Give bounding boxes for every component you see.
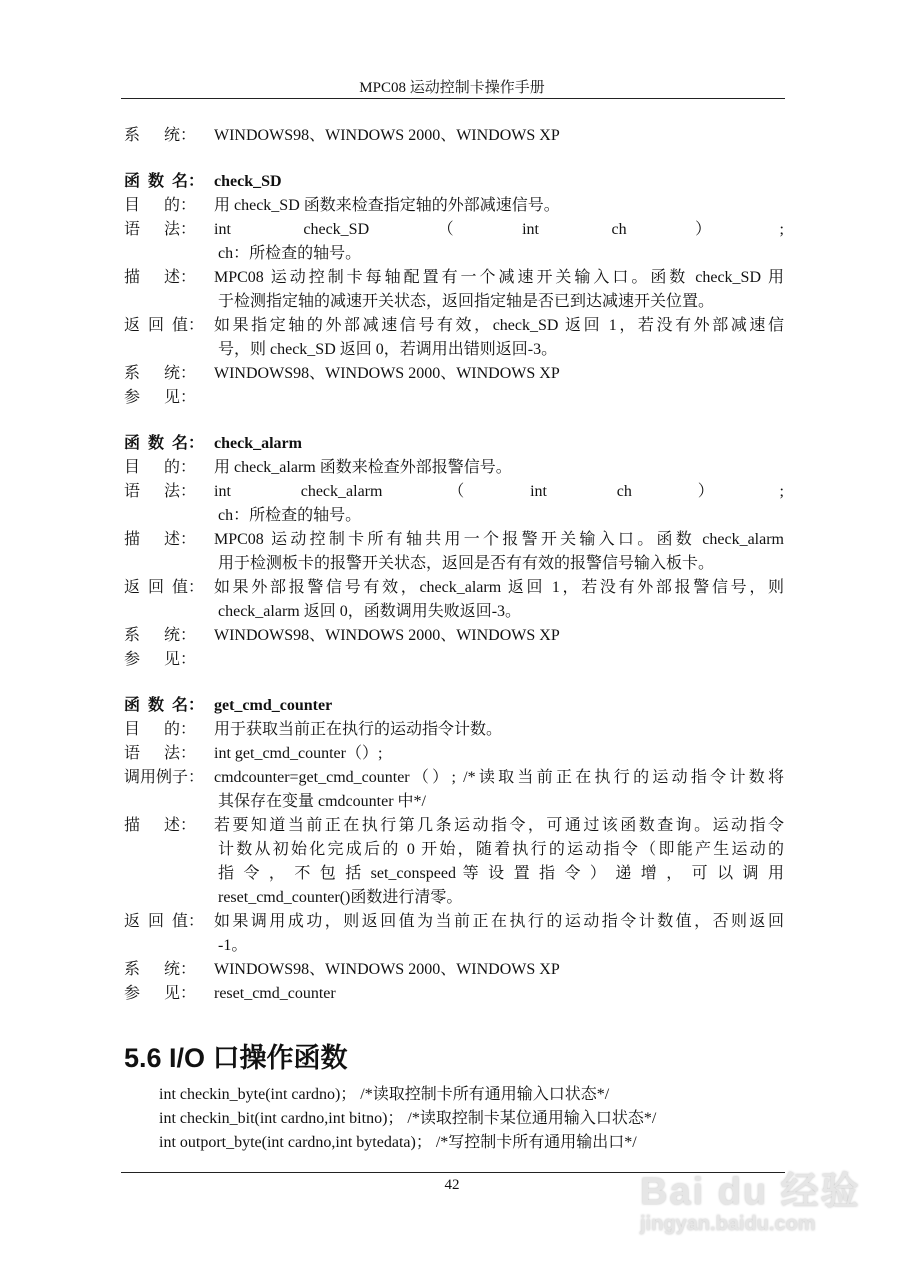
field-value [214, 958, 784, 982]
field-label: 函 数 名： [124, 173, 205, 190]
field-label: 系 统： [124, 127, 197, 144]
field-label: 目 的： [124, 721, 197, 738]
field-label: 返 回 值： [124, 317, 205, 334]
field-value [214, 314, 784, 362]
text-line: ch：所检查的轴号。 [218, 507, 362, 524]
field-value [214, 528, 784, 576]
text-line: check_SD [214, 173, 282, 190]
text-line: WINDOWS98、WINDOWS 2000、WINDOWS XP [214, 127, 560, 144]
field-row [124, 218, 784, 266]
text-line: reset_cmd_counter [214, 985, 336, 1002]
field-label: 参 见： [124, 651, 197, 668]
header-rule [121, 98, 785, 99]
text-line: 号，则 check_SD 返回 0，若调用出错则返回-3。 [218, 341, 558, 358]
text-line: 指 令 ， 不 包 括 set_conspeed 等 设 置 指 令 ） 递 增 ， 可 以 调 用 [218, 865, 784, 882]
field-value [214, 694, 784, 718]
text-line: 用 check_alarm 函数来检查外部报警信号。 [214, 459, 512, 476]
text-line: 如果外部报警信号有效，check_alarm 返回 1，若没有外部报警信号，则 [214, 579, 784, 596]
page-number: 42 [444, 1177, 460, 1193]
field-row [124, 742, 784, 766]
field-value [214, 648, 784, 672]
text-line: int check_SD（int ch）; [214, 221, 784, 238]
field-value [214, 766, 784, 814]
code-line: int checkin_byte(int cardno)； /*读取控制卡所有通用输入口状态*/ [159, 1086, 610, 1103]
text-line: ch：所检查的轴号。 [218, 245, 362, 262]
field-row [124, 480, 784, 528]
field-label: 函 数 名： [124, 697, 205, 714]
field-label: 返 回 值： [124, 579, 205, 596]
field-row [124, 362, 784, 386]
field-row [124, 624, 784, 648]
text-line: 计数从初始化完成后的 0 开始，随着执行的运动指令（即能产生运动的 [218, 841, 784, 858]
field-row [124, 456, 784, 480]
field-row [124, 170, 784, 194]
field-value [214, 386, 784, 410]
running-header: MPC08 运动控制卡操作手册 [359, 80, 545, 96]
field-row [124, 386, 784, 410]
field-row [124, 194, 784, 218]
field-label: 参 见： [124, 389, 197, 406]
field-label: 语 法： [124, 221, 197, 238]
block-gap [124, 148, 784, 170]
code-line: int checkin_bit(int cardno,int bitno)； /*读取控制卡某位通用输入口状态*/ [159, 1110, 657, 1127]
text-line: 于检测指定轴的减速开关状态，返回指定轴是否已到达减速开关位置。 [218, 293, 715, 310]
field-value [214, 814, 784, 910]
field-label: 语 法： [124, 483, 197, 500]
field-row [124, 528, 784, 576]
text-line: MPC08 运动控制卡所有轴共用一个报警开关输入口。函数 check_alarm [214, 531, 784, 548]
field-row [124, 910, 784, 958]
text-line: int check_alarm（int ch）; [214, 483, 784, 500]
field-row [124, 982, 784, 1006]
field-value [214, 362, 784, 386]
field-label: 语 法： [124, 745, 197, 762]
field-row [124, 718, 784, 742]
text-line: 如果调用成功，则返回值为当前正在执行的运动指令计数值，否则返回 [214, 913, 784, 930]
field-value [214, 218, 784, 266]
section-heading: 5.6 I/O 口操作函数 [124, 1043, 348, 1073]
field-value [214, 194, 784, 218]
field-label: 描 述： [124, 531, 197, 548]
field-row [124, 314, 784, 362]
field-value [214, 576, 784, 624]
text-line: 其保存在变量 cmdcounter 中*/ [218, 793, 426, 810]
text-line: check_alarm [214, 435, 302, 452]
field-value [214, 910, 784, 958]
field-row [124, 266, 784, 314]
field-label: 系 统： [124, 627, 197, 644]
code-listing [159, 1083, 656, 1155]
field-value [214, 456, 784, 480]
text-line: WINDOWS98、WINDOWS 2000、WINDOWS XP [214, 961, 560, 978]
field-value [214, 624, 784, 648]
field-label: 目 的： [124, 197, 197, 214]
field-value [214, 266, 784, 314]
text-line: 用于获取当前正在执行的运动指令计数。 [214, 721, 503, 738]
field-value [214, 170, 784, 194]
field-value [214, 480, 784, 528]
text-line: 用 check_SD 函数来检查指定轴的外部减速信号。 [214, 197, 560, 214]
field-row [124, 648, 784, 672]
field-value [214, 718, 784, 742]
field-value [214, 982, 784, 1006]
block-gap [124, 672, 784, 694]
text-line: -1。 [218, 937, 248, 954]
text-line: 如果指定轴的外部减速信号有效，check_SD 返回 1，若没有外部减速信 [214, 317, 784, 334]
text-line: reset_cmd_counter()函数进行清零。 [218, 889, 463, 906]
code-line: int outport_byte(int cardno,int bytedata)； /*写控制卡所有通用输出口*/ [159, 1134, 637, 1151]
text-line: cmdcounter=get_cmd_counter（）; /*读取当前正在执行的运动指令计数将 [214, 769, 784, 786]
field-row [124, 576, 784, 624]
text-line: 若要知道当前正在执行第几条运动指令，可通过该函数查询。运动指令 [214, 817, 784, 834]
field-value [214, 742, 784, 766]
text-line: 用于检测板卡的报警开关状态，返回是否有有效的报警信号输入板卡。 [218, 555, 715, 572]
field-row [124, 124, 784, 148]
field-row [124, 766, 784, 814]
block-gap [124, 410, 784, 432]
text-line: check_alarm 返回 0，函数调用失败返回-3。 [218, 603, 522, 620]
field-row [124, 432, 784, 456]
field-label: 描 述： [124, 269, 197, 286]
field-value [214, 124, 784, 148]
field-label: 调用例子： [124, 769, 205, 786]
field-value [214, 432, 784, 456]
field-label: 函 数 名： [124, 435, 205, 452]
field-label: 返 回 值： [124, 913, 205, 930]
field-label: 系 统： [124, 365, 197, 382]
field-label: 目 的： [124, 459, 197, 476]
text-line: MPC08 运动控制卡每轴配置有一个减速开关输入口。函数 check_SD 用 [214, 269, 784, 286]
text-line: get_cmd_counter [214, 697, 333, 714]
field-row [124, 694, 784, 718]
field-row [124, 958, 784, 982]
function-reference [124, 124, 784, 1006]
field-row [124, 814, 784, 910]
text-line: int get_cmd_counter（）; [214, 745, 383, 762]
text-line: WINDOWS98、WINDOWS 2000、WINDOWS XP [214, 627, 560, 644]
text-line: WINDOWS98、WINDOWS 2000、WINDOWS XP [214, 365, 560, 382]
field-label: 描 述： [124, 817, 197, 834]
baidu-watermark: Bai du 经验 jingyan.baidu.com [640, 1171, 861, 1235]
field-label: 系 统： [124, 961, 197, 978]
field-label: 参 见： [124, 985, 197, 1002]
